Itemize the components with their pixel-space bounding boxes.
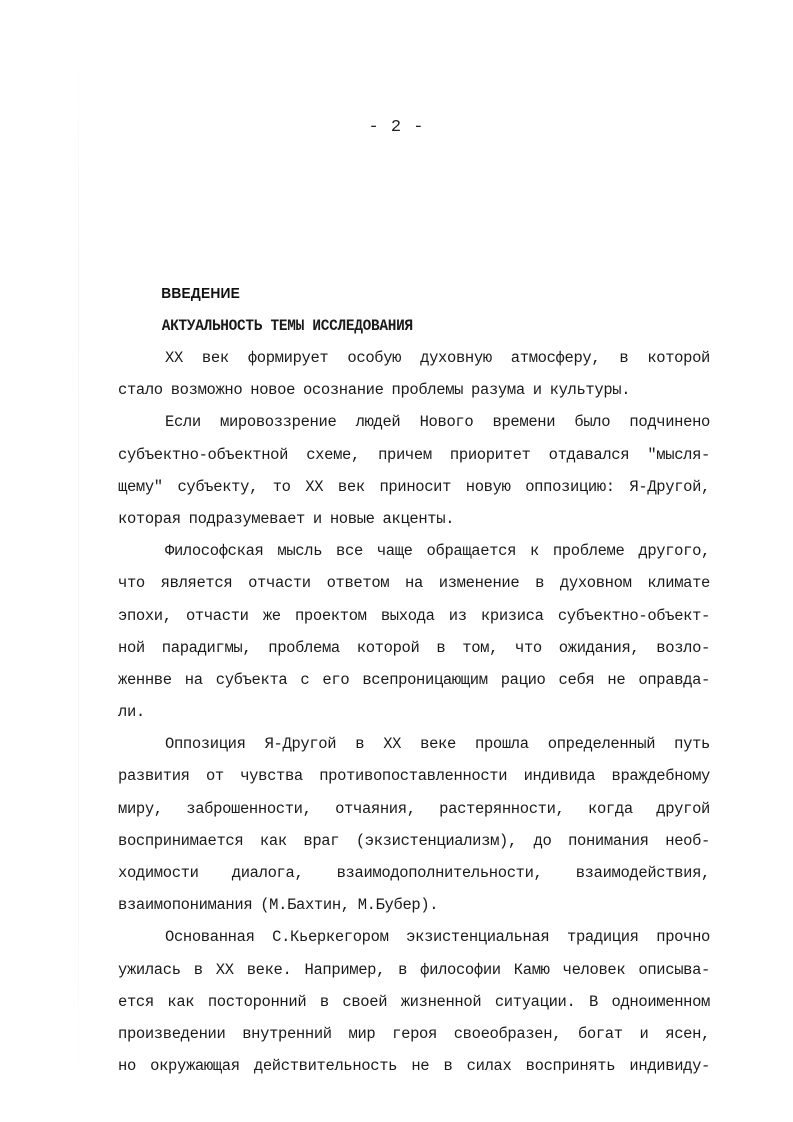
text-line: эпохи, отчасти же проектом выхода из кризиса субъектно-объект- bbox=[118, 606, 710, 625]
text-line: произведении внутренний мир героя своеобразен, богат и ясен, bbox=[118, 1024, 710, 1043]
text-line: развития от чувства противопоставленности индивида враждебному bbox=[118, 767, 710, 786]
text-line: ходимости диалога, взаимодополнительности, взаимодействия, bbox=[118, 864, 710, 882]
scan-edge-shadow bbox=[78, 40, 79, 1100]
text-line: Основанная С.Кьеркегором экзистенциальная традиция прочно bbox=[165, 928, 710, 947]
text-line: что является отчасти ответом на изменение в духовном климате bbox=[118, 574, 710, 593]
text-line: ли. bbox=[118, 703, 145, 722]
text-line: ной парадигмы, проблема которой в том, что ожидания, возло- bbox=[118, 638, 710, 657]
section-subtitle: АКТУАЛЬНОСТЬ ТЕМЫ ИССЛЕДОВАНИЯ bbox=[161, 317, 413, 335]
section-title: ВВЕДЕНИЕ bbox=[161, 285, 240, 302]
text-line: взаимопонимания (М.Бахтин, М.Бубер). bbox=[118, 896, 439, 915]
page-number: - 2 - bbox=[368, 118, 425, 137]
text-line: щему" субъекту, то XX век приносит новую оппозицию: Я-Другой, bbox=[118, 477, 710, 496]
text-line: но окружающая действительность не в силах воспринять индивиду- bbox=[118, 1057, 710, 1076]
text-line: миру, заброшенности, отчаяния, растерянности, когда другой bbox=[118, 799, 710, 818]
document-body bbox=[118, 278, 710, 1082]
text-line: XX век формирует особую духовную атмосферу, в которой bbox=[165, 349, 710, 367]
text-line: Философская мысль все чаще обращается к проблеме другого, bbox=[165, 542, 710, 561]
text-line: Оппозиция Я-Другой в XX веке прошла определенный путь bbox=[165, 735, 710, 754]
text-line: женнве на субъекта с его всепроницающим рацио себя не оправда- bbox=[118, 670, 710, 689]
text-line: стало возможно новое осознание проблемы разума и культуры. bbox=[118, 381, 631, 400]
text-line: которая подразумевает и новые акценты. bbox=[118, 509, 455, 528]
text-line: Если мировоззрение людей Нового времени было подчинено bbox=[165, 413, 710, 432]
text-line: ужилась в XX веке. Например, в философии Камю человек описыва- bbox=[118, 960, 710, 979]
text-line: ется как посторонний в своей жизненной ситуации. В одноименном bbox=[118, 992, 710, 1011]
text-line: воспринимается как враг (экзистенциализм), до понимания необ- bbox=[118, 831, 710, 850]
text-line: субъектно-объектной схеме, причем приоритет отдавался "мысля- bbox=[118, 445, 710, 464]
